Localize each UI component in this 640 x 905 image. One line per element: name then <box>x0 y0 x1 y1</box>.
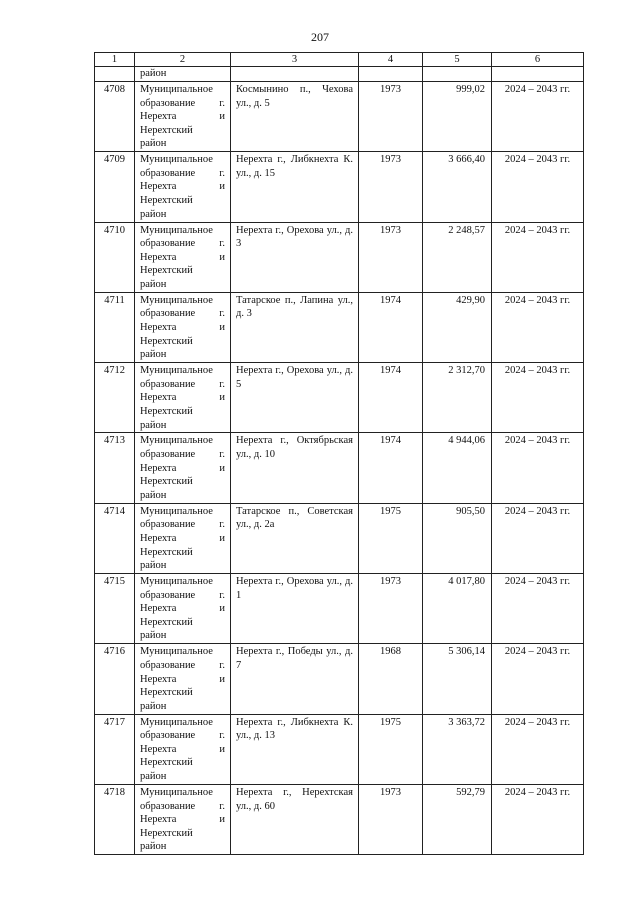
year-cell: 1974 <box>359 292 423 362</box>
municipality-line: Нерехтский <box>140 195 193 207</box>
period-cell: 2024 – 2043 гг. <box>492 574 584 644</box>
row-number: 4713 <box>95 433 135 503</box>
municipality-line: образование г. <box>140 589 225 601</box>
value-cell: 3 363,72 <box>423 714 492 784</box>
municipality-line: Нерехтский <box>140 616 193 628</box>
municipality-line: район <box>140 630 167 642</box>
table-row <box>95 433 584 503</box>
municipality-line: Нерехтский <box>140 405 193 417</box>
address-cell: Татарское п., Лапина ул., д. 3 <box>231 292 359 362</box>
municipality-line: Муниципальное <box>140 294 213 306</box>
value-cell: 429,90 <box>423 292 492 362</box>
table-row <box>95 222 584 292</box>
municipality-line: Нерехтский <box>140 335 193 347</box>
municipality-line: Нерехта и <box>140 322 225 334</box>
header-row <box>95 53 584 67</box>
municipality-line: Нерехта и <box>140 111 225 123</box>
municipality-cell <box>135 433 231 503</box>
period-cell: 2024 – 2043 гг. <box>492 82 584 152</box>
municipality-cell <box>135 644 231 714</box>
period-cell: 2024 – 2043 гг. <box>492 714 584 784</box>
year-cell: 1975 <box>359 714 423 784</box>
municipality-line: Нерехта и <box>140 532 225 544</box>
address-cell: Нерехта г., Либкнехта К. ул., д. 13 <box>231 714 359 784</box>
table-row <box>95 784 584 854</box>
row-number: 4716 <box>95 644 135 714</box>
value-cell: 4 944,06 <box>423 433 492 503</box>
municipality-line: образование г. <box>140 97 225 109</box>
municipality-line: Нерехта и <box>140 392 225 404</box>
page-number: 207 <box>311 30 329 44</box>
row-number: 4708 <box>95 82 135 152</box>
municipality-line: район <box>140 349 167 361</box>
table-row <box>95 714 584 784</box>
column-header: 5 <box>423 53 492 67</box>
period-cell: 2024 – 2043 гг. <box>492 784 584 854</box>
table-row <box>95 503 584 573</box>
municipality-line: Муниципальное <box>140 786 213 798</box>
period-cell: 2024 – 2043 гг. <box>492 363 584 433</box>
year-cell: 1973 <box>359 574 423 644</box>
municipality-line: Нерехтский <box>140 124 193 136</box>
municipality-line: Нерехта и <box>140 814 225 826</box>
municipality-line: Муниципальное <box>140 365 213 377</box>
municipality-cell <box>135 714 231 784</box>
value-cell: 4 017,80 <box>423 574 492 644</box>
municipality-line: район <box>140 489 167 501</box>
municipality-cell <box>135 363 231 433</box>
municipality-line: район <box>140 841 167 853</box>
year-cell: 1973 <box>359 222 423 292</box>
municipality-line: район <box>140 560 167 572</box>
period-cell: 2024 – 2043 гг. <box>492 644 584 714</box>
address-cell: Нерехта г., Орехова ул., д. 1 <box>231 574 359 644</box>
year-cell: 1973 <box>359 152 423 222</box>
municipality-line: Муниципальное <box>140 154 213 166</box>
address-cell: Нерехта г., Либкнехта К. ул., д. 15 <box>231 152 359 222</box>
housing-table <box>94 52 584 855</box>
municipality-line: Нерехта и <box>140 462 225 474</box>
column-header: 4 <box>359 53 423 67</box>
municipality-line: Муниципальное <box>140 435 213 447</box>
value-cell: 2 312,70 <box>423 363 492 433</box>
municipality-line: образование г. <box>140 730 225 742</box>
row-number: 4715 <box>95 574 135 644</box>
municipality-line: Нерехтский <box>140 827 193 839</box>
value-cell: 2 248,57 <box>423 222 492 292</box>
table-row <box>95 82 584 152</box>
municipality-line: образование г. <box>140 167 225 179</box>
row-number: 4711 <box>95 292 135 362</box>
address-cell: Нерехта г., Октябрьская ул., д. 10 <box>231 433 359 503</box>
table-row <box>95 363 584 433</box>
table-row <box>95 574 584 644</box>
column-header: 1 <box>95 53 135 67</box>
period-cell: 2024 – 2043 гг. <box>492 152 584 222</box>
table-row <box>95 292 584 362</box>
municipality-line: образование г. <box>140 449 225 461</box>
column-header: 3 <box>231 53 359 67</box>
municipality-cell <box>135 82 231 152</box>
table-row <box>95 152 584 222</box>
municipality-cell <box>135 574 231 644</box>
municipality-line: образование г. <box>140 519 225 531</box>
municipality-line: Муниципальное <box>140 505 213 517</box>
municipality-line: Нерехтский <box>140 476 193 488</box>
address-cell: Нерехта г., Нерехтская ул., д. 60 <box>231 784 359 854</box>
municipality-line: Нерехтский <box>140 687 193 699</box>
year-cell: 1968 <box>359 644 423 714</box>
municipality-line: образование г. <box>140 800 225 812</box>
carryover-municipality: район <box>135 67 231 82</box>
value-cell: 5 306,14 <box>423 644 492 714</box>
year-cell: 1974 <box>359 363 423 433</box>
municipality-line: Нерехтский <box>140 265 193 277</box>
table-row <box>95 644 584 714</box>
row-number: 4714 <box>95 503 135 573</box>
municipality-line: Муниципальное <box>140 646 213 658</box>
year-cell: 1974 <box>359 433 423 503</box>
municipality-line: Нерехта и <box>140 181 225 193</box>
period-cell: 2024 – 2043 гг. <box>492 292 584 362</box>
municipality-line: Нерехтский <box>140 757 193 769</box>
municipality-cell <box>135 784 231 854</box>
address-cell: Нерехта г., Орехова ул., д. 3 <box>231 222 359 292</box>
value-cell: 999,02 <box>423 82 492 152</box>
municipality-line: Муниципальное <box>140 224 213 236</box>
municipality-line: район <box>140 419 167 431</box>
value-cell: 3 666,40 <box>423 152 492 222</box>
municipality-line: образование г. <box>140 308 225 320</box>
address-cell: Нерехта г., Победы ул., д. 7 <box>231 644 359 714</box>
municipality-line: Муниципальное <box>140 576 213 588</box>
row-number: 4709 <box>95 152 135 222</box>
value-cell: 905,50 <box>423 503 492 573</box>
value-cell: 592,79 <box>423 784 492 854</box>
municipality-line: Нерехтский <box>140 546 193 558</box>
municipality-line: Нерехта и <box>140 251 225 263</box>
municipality-line: образование г. <box>140 659 225 671</box>
municipality-line: район <box>140 138 167 150</box>
municipality-line: район <box>140 278 167 290</box>
municipality-line: район <box>140 208 167 220</box>
municipality-line: район <box>140 700 167 712</box>
municipality-line: район <box>140 771 167 783</box>
municipality-line: Нерехта и <box>140 603 225 615</box>
row-number: 4717 <box>95 714 135 784</box>
municipality-line: Муниципальное <box>140 716 213 728</box>
municipality-line: Муниципальное <box>140 84 213 95</box>
carryover-row <box>95 67 584 82</box>
column-header: 2 <box>135 53 231 67</box>
year-cell: 1973 <box>359 82 423 152</box>
municipality-cell <box>135 503 231 573</box>
municipality-line: Нерехта и <box>140 743 225 755</box>
municipality-line: образование г. <box>140 238 225 250</box>
row-number: 4712 <box>95 363 135 433</box>
column-header: 6 <box>492 53 584 67</box>
period-cell: 2024 – 2043 гг. <box>492 222 584 292</box>
municipality-line: Нерехта и <box>140 673 225 685</box>
period-cell: 2024 – 2043 гг. <box>492 433 584 503</box>
year-cell: 1975 <box>359 503 423 573</box>
address-cell: Космынино п., Чехова ул., д. 5 <box>231 82 359 152</box>
address-cell: Татарское п., Советская ул., д. 2а <box>231 503 359 573</box>
municipality-cell <box>135 292 231 362</box>
row-number: 4718 <box>95 784 135 854</box>
address-cell: Нерехта г., Орехова ул., д. 5 <box>231 363 359 433</box>
row-number: 4710 <box>95 222 135 292</box>
municipality-line: образование г. <box>140 378 225 390</box>
period-cell: 2024 – 2043 гг. <box>492 503 584 573</box>
municipality-cell <box>135 222 231 292</box>
municipality-cell <box>135 152 231 222</box>
year-cell: 1973 <box>359 784 423 854</box>
